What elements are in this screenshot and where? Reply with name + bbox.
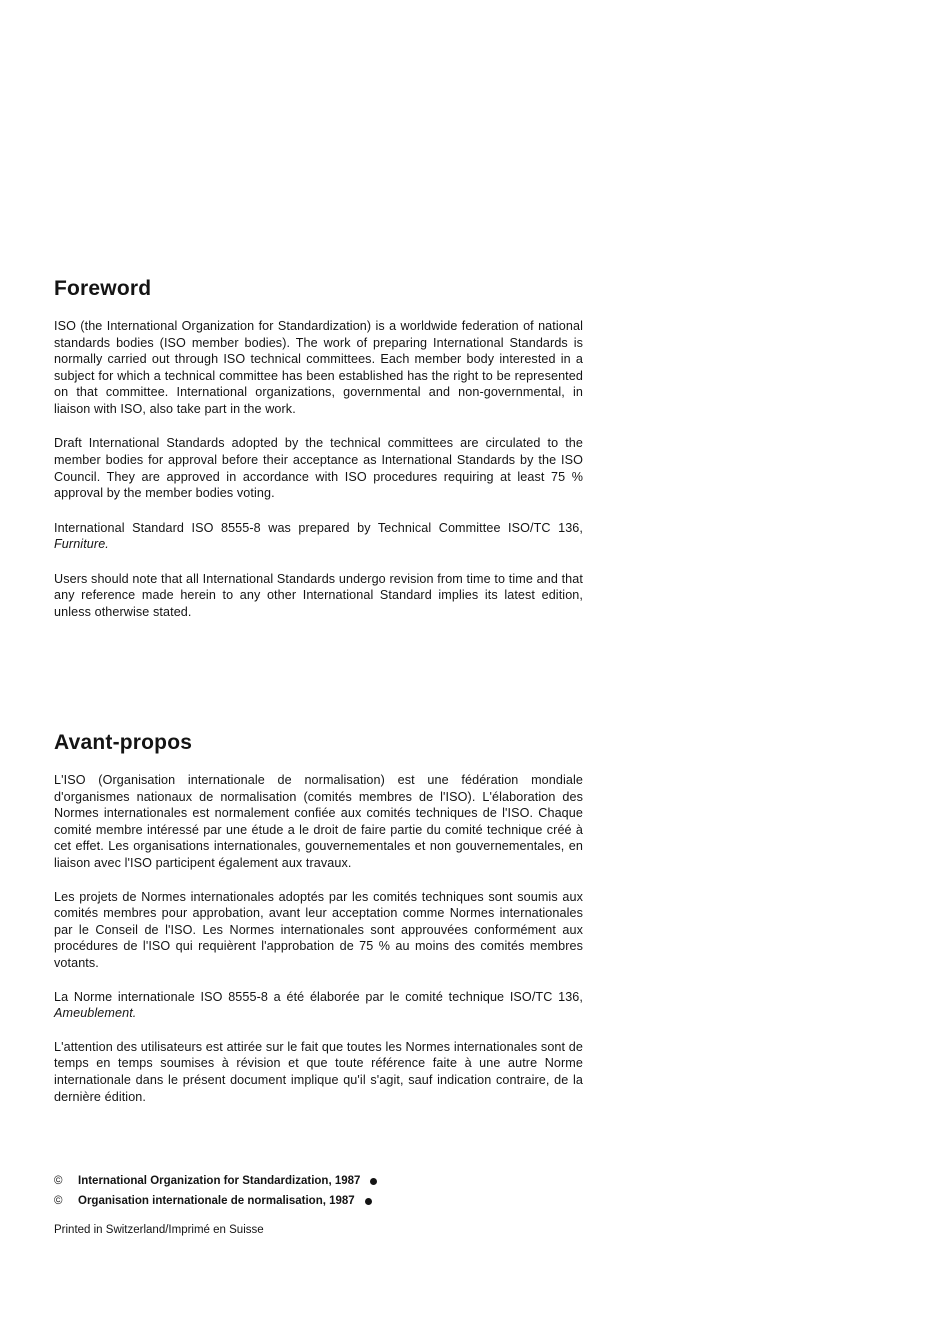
bullet-icon (365, 1198, 372, 1205)
foreword-committee-name: Furniture. (54, 537, 109, 552)
copyright-line-fr (54, 1194, 583, 1209)
copyright-line-en (54, 1174, 583, 1189)
foreword-heading: Foreword (54, 277, 152, 300)
foreword-paragraph-3-text: International Standard ISO 8555-8 was prepared by Technical Committee ISO/TC 136, (54, 520, 583, 535)
copyright-text-en: International Organization for Standardization, 1987 (78, 1175, 361, 1187)
avant-propos-paragraph-1: L'ISO (Organisation internationale de normalisation) est une fédération mondiale d'organismes nationaux de normalisation (comités membres de l'ISO). L'élaboration des Normes internationales est normalement confiée aux comités techniques de l'ISO. Chaque comité membre intéressé par une étude a le droit de faire partie du comité technique créé à cet effet. Les organisations internationales, gouvernementales et non gouvernementales, en liaison avec l'ISO participent également aux travaux. (54, 773, 583, 870)
foreword-paragraph-2: Draft International Standards adopted by the technical committees are circulated to the member bodies for approval before their acceptance as International Standards by the ISO Council. They are approved in accordance with ISO procedures requiring at least 75 % approval by the member bodies voting. (54, 436, 583, 501)
printed-in-note: Printed in Switzerland/Imprimé en Suisse (54, 1224, 264, 1236)
copyright-symbol: © (54, 1175, 63, 1187)
bullet-icon (370, 1178, 377, 1185)
copyright-symbol: © (54, 1195, 63, 1207)
foreword-paragraph-4: Users should note that all International Standards undergo revision from time to time and that any reference made herein to any other International Standard implies its latest edition, unless otherwise stated. (54, 571, 583, 619)
avant-propos-paragraph-3-text: La Norme internationale ISO 8555-8 a été élaborée par le comité technique ISO/TC 136, (54, 989, 583, 1004)
foreword-section (54, 277, 583, 620)
avant-propos-paragraph-4: L'attention des utilisateurs est attirée sur le fait que toutes les Normes internationales sont de temps en temps soumises à révision et que toute référence faite à une autre Norme internationale dans le présent document implique qu'il s'agit, sauf indication contraire, de la dernière édition. (54, 1039, 583, 1104)
avant-propos-heading: Avant-propos (54, 731, 193, 754)
avant-propos-committee-name: Ameublement. (54, 1006, 137, 1021)
copyright-text-fr: Organisation internationale de normalisation, 1987 (78, 1195, 355, 1207)
avant-propos-section (54, 731, 583, 1105)
copyright-block (54, 1174, 583, 1236)
foreword-paragraph-1: ISO (the International Organization for Standardization) is a worldwide federation of national standards bodies (ISO member bodies). The work of preparing International Standards is normally carried out through ISO technical committees. Each member body interested in a subject for which a technical committee has been established has the right to be represented on that committee. International organizations, governmental and non-governmental, in liaison with ISO, also take part in the work. (54, 319, 583, 416)
avant-propos-paragraph-2: Les projets de Normes internationales adoptés par les comités techniques sont soumis aux comités membres pour approbation, avant leur acceptation comme Normes internationales par le Conseil de l'ISO. Les Normes internationales sont approuvées conformément aux procédures de l'ISO qui requièrent l'approbation de 75 % au moins des comités membres votants. (54, 889, 583, 970)
foreword-paragraph-3 (54, 520, 583, 553)
avant-propos-paragraph-3 (54, 989, 583, 1022)
